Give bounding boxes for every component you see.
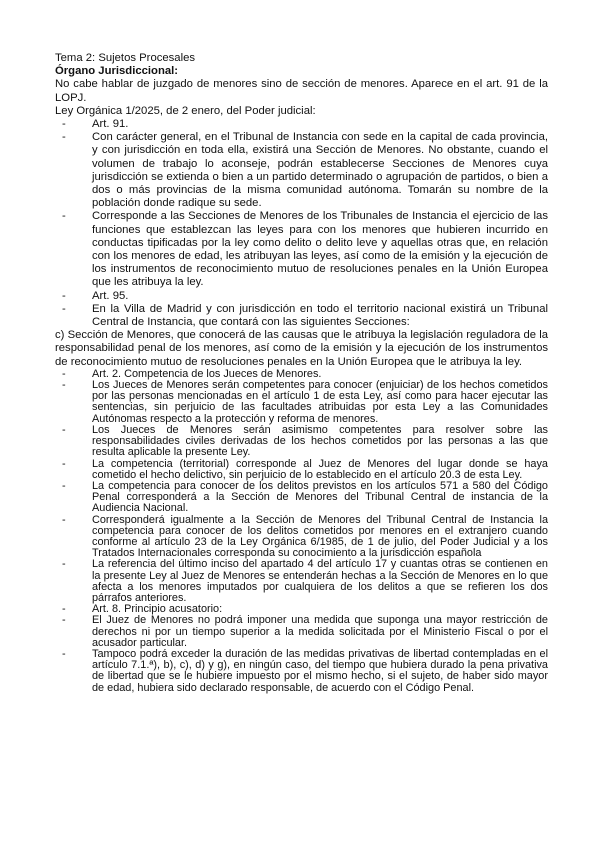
document-page — [55, 52, 548, 694]
list-item: - Art. 91. — [55, 118, 548, 131]
list-item: - Art. 8. Principio acusatorio: — [55, 604, 548, 615]
list-item: - Los Jueces de Menores serán asimismo competentes para resolver sobre las responsabilidades civiles derivadas de los hechos cometidos por las personas a las que resulta aplicable la presente Ley. — [55, 425, 548, 459]
list-item: - La competencia para conocer de los delitos previstos en los artículos 571 a 580 del Código Penal corresponderá a la Sección de Menores del Tribunal Central de instancia de la Audiencia Nacional. — [55, 481, 548, 515]
list-item: - Corresponderá igualmente a la Sección de Menores del Tribunal Central de Instancia la competencia para conocer de los delitos cometidos por menores en el extranjero cuando conforme al artículo 23 de la Ley Orgánica 6/1985, de 1 de julio, del Poder Judicial y a los Tratados Internacionales corresponda su conocimiento a la jurisdicción española — [55, 515, 548, 560]
list-item: - La referencia del último inciso del apartado 4 del artículo 17 y cuantas otras se contienen en la presente Ley al Juez de Menores se entenderán hechas a la Sección de Menores en lo que afecta a los menores imputados por cualquiera de los delitos a que se refieren los dos párrafos anteriores. — [55, 559, 548, 604]
law-reference: Ley Orgánica 1/2025, de 2 enero, del Poder judicial: — [55, 104, 316, 117]
list-item: - Corresponde a las Secciones de Menores de los Tribunales de Instancia el ejercicio de las funciones que establezcan las leyes para con los menores que hubieren incurrido en conductas tipificadas por la ley como delito o delito leve y aquellas otras que, en relación con los menores de edad, les atribuyan las leyes, así como de la emisión y la ejecución de los instrumentos de reconocimiento mutuo de resoluciones penales en la Unión Europea que les atribuya la ley. — [55, 210, 548, 289]
list-item: - Los Jueces de Menores serán competentes para conocer (enjuiciar) de los hechos cometidos por las personas mencionadas en el artículo 1 de esta Ley, así como para hacer ejecutar las sentencias, sin perjuicio de las facultades atribuidas por esta Ley a las Comunidades Autónomas respecto a la protección y reforma de menores. — [55, 380, 548, 425]
section-c-paragraph: c) Sección de Menores, que conocerá de las causas que le atribuya la legislación reguladora de la responsabilidad penal de los menores, así como de la emisión y la ejecución de los instrumentos de reconocimiento mutuo de resoluciones penales en la Unión Europea que le atribuya la ley. — [55, 329, 548, 368]
list-item: - La competencia (territorial) corresponde al Juez de Menores del lugar donde se haya cometido el hecho delictivo, sin perjuicio de lo establecido en el artículo 20.3 de esta Ley. — [55, 459, 548, 481]
lorpm-articles-list — [55, 369, 548, 694]
list-item: - Con carácter general, en el Tribunal de Instancia con sede en la capital de cada provincia, y con jurisdicción en toda ella, existirá una Sección de Menores. No obstante, cuando el volumen de trabajo lo aconseje, podrán establecerse Secciones de Menores cuya jurisdicción se extienda o bien a un partido determinado o agrupación de partidos, o bien a dos o más provincias de la misma comunidad autónoma. Tomarán su nombre de la población donde radique su sede. — [55, 131, 548, 210]
section-heading: Órgano Jurisdiccional: — [55, 65, 179, 78]
list-item: - Art. 95. — [55, 290, 548, 303]
intro-paragraph: No cabe hablar de juzgado de menores sino de sección de menores. Aparece en el art. 91 de la LOPJ. — [55, 78, 548, 104]
lopj-articles-list — [55, 118, 548, 329]
document-title: Tema 2: Sujetos Procesales — [55, 52, 196, 64]
list-item: - Art. 2. Competencia de los Jueces de Menores. — [55, 369, 548, 380]
list-item: - Tampoco podrá exceder la duración de las medidas privativas de libertad contempladas en el artículo 7.1.ª), b), c), d) y g), en ningún caso, del tiempo que hubiera durado la pena privativa de libertad que se le hubiere impuesto por el mismo hecho, si el sujeto, de haber sido mayor de edad, hubiera sido declarado responsable, de acuerdo con el Código Penal. — [55, 649, 548, 694]
list-item: - El Juez de Menores no podrá imponer una medida que suponga una mayor restricción de derechos ni por un tiempo superior a la medida solicitada por el Ministerio Fiscal o por el acusador particular. — [55, 615, 548, 649]
list-item: - En la Villa de Madrid y con jurisdicción en todo el territorio nacional existirá un Tribunal Central de Instancia, que contará con las siguientes Secciones: — [55, 303, 548, 329]
